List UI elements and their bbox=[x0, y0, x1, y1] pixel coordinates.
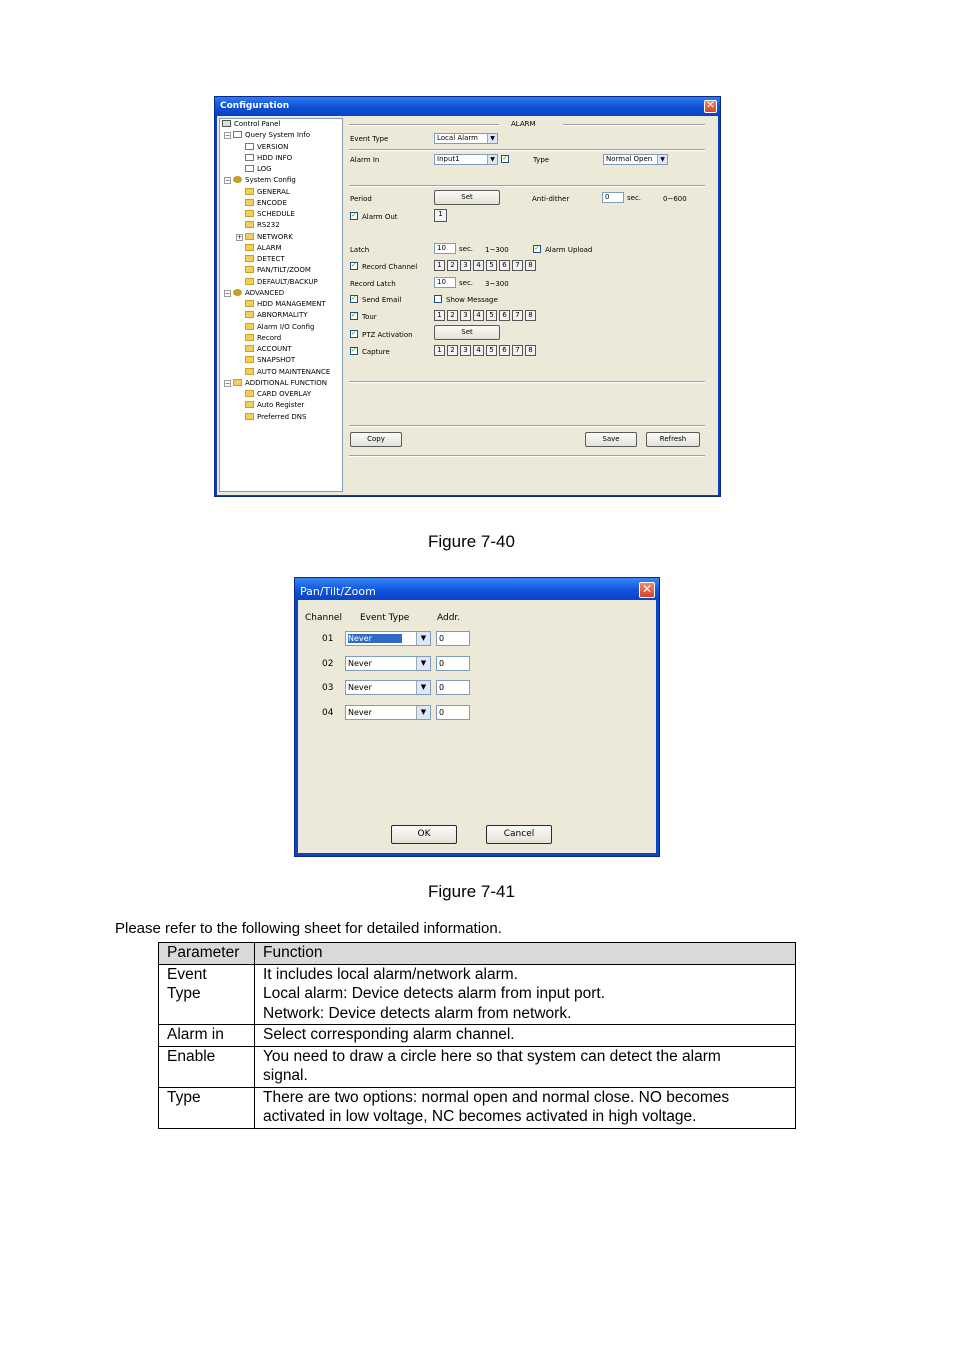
ptz-activation-label: PTZ Activation bbox=[362, 331, 413, 339]
period-set-button[interactable]: Set bbox=[434, 190, 500, 205]
channel-button[interactable]: 6 bbox=[499, 260, 510, 271]
anti-dither-unit: sec. bbox=[627, 194, 642, 202]
event-type-label: Event Type bbox=[350, 135, 389, 143]
folder-icon bbox=[245, 278, 254, 285]
header-parameter: Parameter bbox=[159, 943, 255, 965]
channel-button[interactable]: 2 bbox=[447, 260, 458, 271]
tree-item[interactable] bbox=[245, 300, 326, 309]
parameter-line: Alarm in bbox=[167, 1026, 224, 1043]
period-label: Period bbox=[350, 195, 372, 203]
function-line: You need to draw a circle here so that system can detect the alarm bbox=[263, 1047, 721, 1065]
tree-item-label: Auto Register bbox=[257, 401, 305, 410]
configuration-window bbox=[214, 96, 721, 497]
chevron-down-icon: ▼ bbox=[657, 155, 667, 164]
parameter-line: Type bbox=[167, 985, 201, 1002]
channel-button[interactable]: 3 bbox=[460, 345, 471, 356]
record-channel-label: Record Channel bbox=[362, 263, 418, 271]
anti-dither-label: Anti-dither bbox=[532, 195, 570, 203]
doc-icon bbox=[245, 165, 254, 172]
function-cell bbox=[255, 1046, 796, 1087]
folder-icon bbox=[245, 233, 254, 240]
collapse-icon[interactable]: − bbox=[225, 132, 231, 140]
tree-item[interactable] bbox=[245, 278, 318, 287]
tree-item-label: ADDITIONAL FUNCTION bbox=[245, 378, 327, 387]
folder-icon bbox=[245, 401, 254, 408]
folder-icon bbox=[245, 244, 254, 251]
alarm-upload-label: Alarm Upload bbox=[545, 246, 593, 254]
divider bbox=[349, 381, 705, 383]
channel-button[interactable]: 4 bbox=[473, 310, 484, 321]
show-message-label: Show Message bbox=[446, 296, 498, 304]
latch-unit: sec. bbox=[459, 245, 474, 253]
send-email-label: Send Email bbox=[362, 296, 402, 304]
chevron-down-icon: ▼ bbox=[416, 681, 430, 694]
pc-icon bbox=[222, 120, 231, 127]
tree-item-label: NETWORK bbox=[257, 232, 293, 241]
tour-channel-buttons bbox=[434, 310, 536, 321]
record-channel-buttons bbox=[434, 260, 536, 271]
function-line: signal. bbox=[263, 1067, 308, 1084]
capture-channel-buttons bbox=[434, 345, 536, 356]
chevron-down-icon: ▼ bbox=[416, 706, 430, 719]
folder-icon bbox=[245, 311, 254, 318]
divider bbox=[349, 425, 705, 427]
tree-item[interactable] bbox=[245, 368, 330, 377]
collapse-icon[interactable]: − bbox=[225, 289, 231, 297]
tree-item-label: ACCOUNT bbox=[257, 345, 292, 353]
tree-item-label: PAN/TILT/ZOOM bbox=[257, 266, 311, 275]
channel-button[interactable]: 1 bbox=[434, 260, 445, 271]
channel-button[interactable]: 3 bbox=[460, 260, 471, 271]
tree-item[interactable] bbox=[245, 199, 287, 208]
event-type-value: Never bbox=[348, 658, 372, 668]
type-select[interactable] bbox=[603, 154, 668, 165]
figure-caption: Figure 7-40 bbox=[428, 532, 515, 551]
chevron-down-icon: ▼ bbox=[416, 632, 430, 645]
folder-icon bbox=[245, 300, 254, 307]
tree-item[interactable] bbox=[245, 266, 311, 275]
folder-icon bbox=[245, 345, 254, 352]
column-header-channel: Channel bbox=[305, 613, 342, 623]
close-icon[interactable]: ✕ bbox=[639, 582, 655, 598]
tree-item[interactable] bbox=[245, 188, 290, 197]
folder-icon bbox=[245, 255, 254, 262]
tree-item-label: SNAPSHOT bbox=[257, 356, 296, 365]
record-latch-label: Record Latch bbox=[350, 280, 396, 288]
event-type-select[interactable] bbox=[434, 133, 498, 144]
refresh-button[interactable]: Refresh bbox=[646, 432, 700, 447]
tree-item[interactable] bbox=[224, 176, 296, 185]
folder-icon bbox=[245, 334, 254, 341]
copy-button[interactable]: Copy bbox=[350, 432, 402, 447]
alarm-out-checkbox[interactable]: ✓ bbox=[351, 212, 357, 219]
column-header-event-type: Event Type bbox=[360, 613, 410, 623]
tree-item-label: HDD MANAGEMENT bbox=[257, 300, 326, 308]
channel-button[interactable]: 2 bbox=[447, 310, 458, 321]
function-line: Select corresponding alarm channel. bbox=[263, 1026, 515, 1043]
ptz-dialog bbox=[294, 577, 660, 857]
parameter-table bbox=[158, 942, 796, 1129]
event-type-value: Local Alarm bbox=[437, 134, 478, 142]
tree-item[interactable] bbox=[245, 413, 306, 422]
channel-button[interactable]: 6 bbox=[499, 310, 510, 321]
save-button[interactable]: Save bbox=[585, 432, 637, 447]
event-type-value: Never bbox=[348, 683, 372, 692]
ok-button[interactable]: OK bbox=[391, 825, 457, 844]
function-cell bbox=[255, 964, 796, 1025]
gear-icon bbox=[233, 289, 242, 296]
alarm-out-channel[interactable]: 1 bbox=[434, 209, 447, 222]
channel-button[interactable]: 4 bbox=[473, 260, 484, 271]
folder-icon bbox=[245, 210, 254, 217]
alarm-upload-checkbox[interactable]: ✓ bbox=[534, 245, 540, 252]
tree-item[interactable] bbox=[236, 233, 293, 242]
title-bar[interactable] bbox=[215, 97, 720, 115]
tree-item-label: ABNORMALITY bbox=[257, 311, 308, 320]
event-type-value: Never bbox=[348, 634, 402, 643]
function-line: There are two options: normal open and normal close. NO becomes bbox=[263, 1088, 730, 1106]
collapse-icon[interactable]: − bbox=[225, 177, 231, 185]
channel-button[interactable]: 6 bbox=[499, 345, 510, 356]
channel-number: 03 bbox=[322, 683, 334, 693]
dialog-client bbox=[298, 600, 656, 853]
section-title: ALARM bbox=[511, 120, 536, 128]
channel-button[interactable]: 8 bbox=[525, 310, 536, 321]
tree-item-label: Record bbox=[257, 333, 282, 342]
folder-icon bbox=[245, 188, 254, 195]
tree-item[interactable] bbox=[245, 244, 282, 253]
table-row bbox=[159, 1087, 796, 1128]
function-cell bbox=[255, 1087, 796, 1128]
ptz-activation-checkbox[interactable]: ✓ bbox=[351, 330, 357, 337]
doc-icon bbox=[233, 131, 242, 138]
channel-button[interactable]: 1 bbox=[434, 345, 445, 356]
channel-button[interactable]: 2 bbox=[447, 345, 458, 356]
window-client bbox=[217, 116, 718, 495]
tree-item[interactable] bbox=[245, 323, 314, 332]
parameter-line: Event bbox=[167, 965, 207, 983]
chevron-down-icon: ▼ bbox=[487, 134, 497, 143]
tree-item[interactable] bbox=[224, 131, 310, 140]
folder-icon bbox=[245, 323, 254, 330]
anti-dither-range: 0~600 bbox=[663, 195, 687, 203]
tree-item[interactable] bbox=[245, 221, 280, 230]
table-body bbox=[159, 964, 796, 1128]
table-header-row bbox=[159, 943, 796, 965]
tree-item-label: Query System Info bbox=[245, 131, 311, 140]
folder-icon bbox=[245, 390, 254, 397]
record-latch-unit: sec. bbox=[459, 279, 474, 287]
alarm-panel bbox=[345, 118, 717, 492]
tree-item[interactable] bbox=[245, 311, 308, 320]
parameter-line: Enable bbox=[167, 1047, 216, 1065]
tree-item[interactable] bbox=[245, 401, 304, 410]
window-title: Configuration bbox=[220, 101, 290, 111]
function-line: Network: Device detects alarm from network. bbox=[263, 1004, 572, 1022]
tree-item-label: VERSION bbox=[257, 142, 289, 151]
table-row bbox=[159, 1025, 796, 1047]
type-value: Normal Open bbox=[606, 155, 653, 163]
record-latch-range: 3~300 bbox=[485, 280, 509, 288]
parameter-cell bbox=[159, 1025, 255, 1047]
folder-icon bbox=[233, 379, 242, 386]
tree-item-label: CARD OVERLAY bbox=[257, 390, 312, 398]
collapse-icon[interactable]: − bbox=[225, 379, 231, 387]
event-type-select[interactable] bbox=[345, 656, 431, 671]
channel-button[interactable]: 7 bbox=[512, 260, 523, 271]
event-type-value: Never bbox=[348, 707, 372, 717]
tree-item[interactable] bbox=[245, 334, 281, 343]
record-latch-input[interactable]: 10 bbox=[434, 277, 456, 288]
doc-icon bbox=[245, 143, 254, 150]
tree-item[interactable] bbox=[224, 289, 284, 298]
column-header-addr: Addr. bbox=[437, 613, 461, 623]
channel-button[interactable]: 8 bbox=[525, 345, 536, 356]
divider bbox=[563, 124, 705, 126]
title-bar[interactable] bbox=[295, 578, 659, 600]
parameter-cell bbox=[159, 1046, 255, 1087]
channel-button[interactable]: 3 bbox=[460, 310, 471, 321]
tree-item-label: ADVANCED bbox=[245, 288, 285, 297]
channel-button[interactable]: 7 bbox=[512, 310, 523, 321]
tree-item[interactable] bbox=[222, 120, 280, 129]
tree-item[interactable] bbox=[245, 255, 285, 264]
anti-dither-input[interactable]: 0 bbox=[602, 192, 624, 203]
navigation-tree bbox=[219, 118, 343, 492]
alarm-in-value: Input1 bbox=[437, 155, 460, 163]
dialog-title: Pan/Tilt/Zoom bbox=[300, 585, 376, 598]
cancel-button[interactable]: Cancel bbox=[486, 825, 552, 844]
tree-item[interactable] bbox=[245, 356, 295, 365]
alarm-out-label: Alarm Out bbox=[362, 213, 398, 221]
tree-item-label: AUTO MAINTENANCE bbox=[257, 367, 331, 376]
tour-label: Tour bbox=[362, 313, 377, 321]
tree-item[interactable] bbox=[245, 143, 288, 152]
tree-item-label: RS232 bbox=[257, 221, 280, 230]
ptz-set-button[interactable]: Set bbox=[434, 325, 500, 340]
capture-checkbox[interactable]: ✓ bbox=[351, 347, 357, 354]
function-line: It includes local alarm/network alarm. bbox=[263, 965, 518, 983]
enable-checkbox[interactable]: ✓ bbox=[502, 155, 508, 162]
channel-button[interactable]: 8 bbox=[525, 260, 536, 271]
channel-button[interactable]: 5 bbox=[486, 310, 497, 321]
header-function: Function bbox=[255, 943, 796, 965]
tree-item[interactable] bbox=[245, 390, 311, 399]
tree-item-label: DEFAULT/BACKUP bbox=[257, 277, 318, 286]
table-row bbox=[159, 1046, 796, 1087]
channel-button[interactable]: 1 bbox=[434, 310, 445, 321]
folder-icon bbox=[245, 368, 254, 375]
tree-item-label: GENERAL bbox=[257, 187, 290, 196]
tree-item-label: Preferred DNS bbox=[257, 412, 307, 421]
channel-button[interactable]: 4 bbox=[473, 345, 484, 356]
folder-icon bbox=[245, 266, 254, 273]
send-email-checkbox[interactable]: ✓ bbox=[351, 295, 357, 302]
table-row bbox=[159, 964, 796, 1025]
chevron-down-icon: ▼ bbox=[416, 657, 430, 670]
addr-input[interactable]: 0 bbox=[436, 705, 470, 720]
gear-icon bbox=[233, 176, 242, 183]
folder-icon bbox=[245, 221, 254, 228]
tree-item-label: DETECT bbox=[257, 255, 285, 263]
function-cell bbox=[255, 1025, 796, 1047]
channel-button[interactable]: 5 bbox=[486, 260, 497, 271]
tree-item-label: System Config bbox=[245, 176, 296, 185]
divider bbox=[349, 455, 705, 457]
tree-item-label: ENCODE bbox=[257, 198, 287, 207]
event-type-select[interactable] bbox=[345, 631, 431, 646]
tree-item-label: Control Panel bbox=[234, 120, 281, 128]
channel-number: 04 bbox=[322, 707, 334, 718]
event-type-select[interactable] bbox=[345, 705, 431, 720]
chevron-down-icon: ▼ bbox=[487, 155, 497, 164]
folder-icon bbox=[245, 199, 254, 206]
latch-input[interactable]: 10 bbox=[434, 243, 456, 254]
channel-button[interactable]: 7 bbox=[512, 345, 523, 356]
close-icon[interactable]: ✕ bbox=[704, 100, 717, 113]
function-line: Local alarm: Device detects alarm from input port. bbox=[263, 985, 605, 1002]
type-label: Type bbox=[533, 156, 550, 164]
tree-item[interactable] bbox=[245, 210, 295, 219]
addr-input[interactable]: 0 bbox=[436, 631, 470, 646]
tree-item[interactable] bbox=[245, 154, 292, 163]
divider bbox=[349, 124, 499, 126]
parameter-cell bbox=[159, 1087, 255, 1128]
latch-label: Latch bbox=[350, 246, 370, 254]
capture-label: Capture bbox=[362, 348, 390, 356]
divider bbox=[349, 149, 705, 151]
tree-item[interactable] bbox=[245, 345, 292, 354]
addr-input[interactable]: 0 bbox=[436, 680, 470, 695]
tree-item[interactable] bbox=[245, 165, 272, 174]
tree-item-label: SCHEDULE bbox=[257, 210, 295, 218]
latch-range: 1~300 bbox=[485, 246, 509, 254]
divider bbox=[349, 185, 705, 187]
tree-item[interactable] bbox=[224, 379, 327, 388]
tree-item-label: ALARM bbox=[257, 243, 282, 252]
addr-input[interactable]: 0 bbox=[436, 656, 470, 671]
record-channel-checkbox[interactable]: ✓ bbox=[351, 262, 357, 269]
folder-icon bbox=[245, 356, 254, 363]
tree-item-label: HDD INFO bbox=[257, 153, 293, 162]
alarm-out-channels bbox=[434, 209, 447, 222]
alarm-in-label: Alarm In bbox=[350, 156, 380, 164]
function-line: activated in low voltage, NC becomes activated in high voltage. bbox=[263, 1108, 697, 1125]
expand-icon[interactable]: + bbox=[237, 233, 243, 241]
channel-number: 01 bbox=[322, 634, 334, 644]
tour-checkbox[interactable]: ✓ bbox=[351, 312, 357, 319]
intro-paragraph: Please refer to the following sheet for detailed information. bbox=[115, 920, 502, 937]
tree-item-label: Alarm I/O Config bbox=[257, 322, 315, 331]
alarm-in-select[interactable] bbox=[434, 154, 498, 165]
parameter-line: Type bbox=[167, 1088, 201, 1106]
tree-item-label: LOG bbox=[257, 165, 272, 173]
show-message-checkbox[interactable] bbox=[434, 295, 442, 303]
parameter-cell bbox=[159, 964, 255, 1025]
channel-number: 02 bbox=[322, 658, 334, 669]
channel-button[interactable]: 5 bbox=[486, 345, 497, 356]
figure-caption: Figure 7-41 bbox=[428, 882, 515, 901]
doc-icon bbox=[245, 154, 254, 161]
folder-icon bbox=[245, 413, 254, 420]
event-type-select[interactable] bbox=[345, 680, 431, 695]
